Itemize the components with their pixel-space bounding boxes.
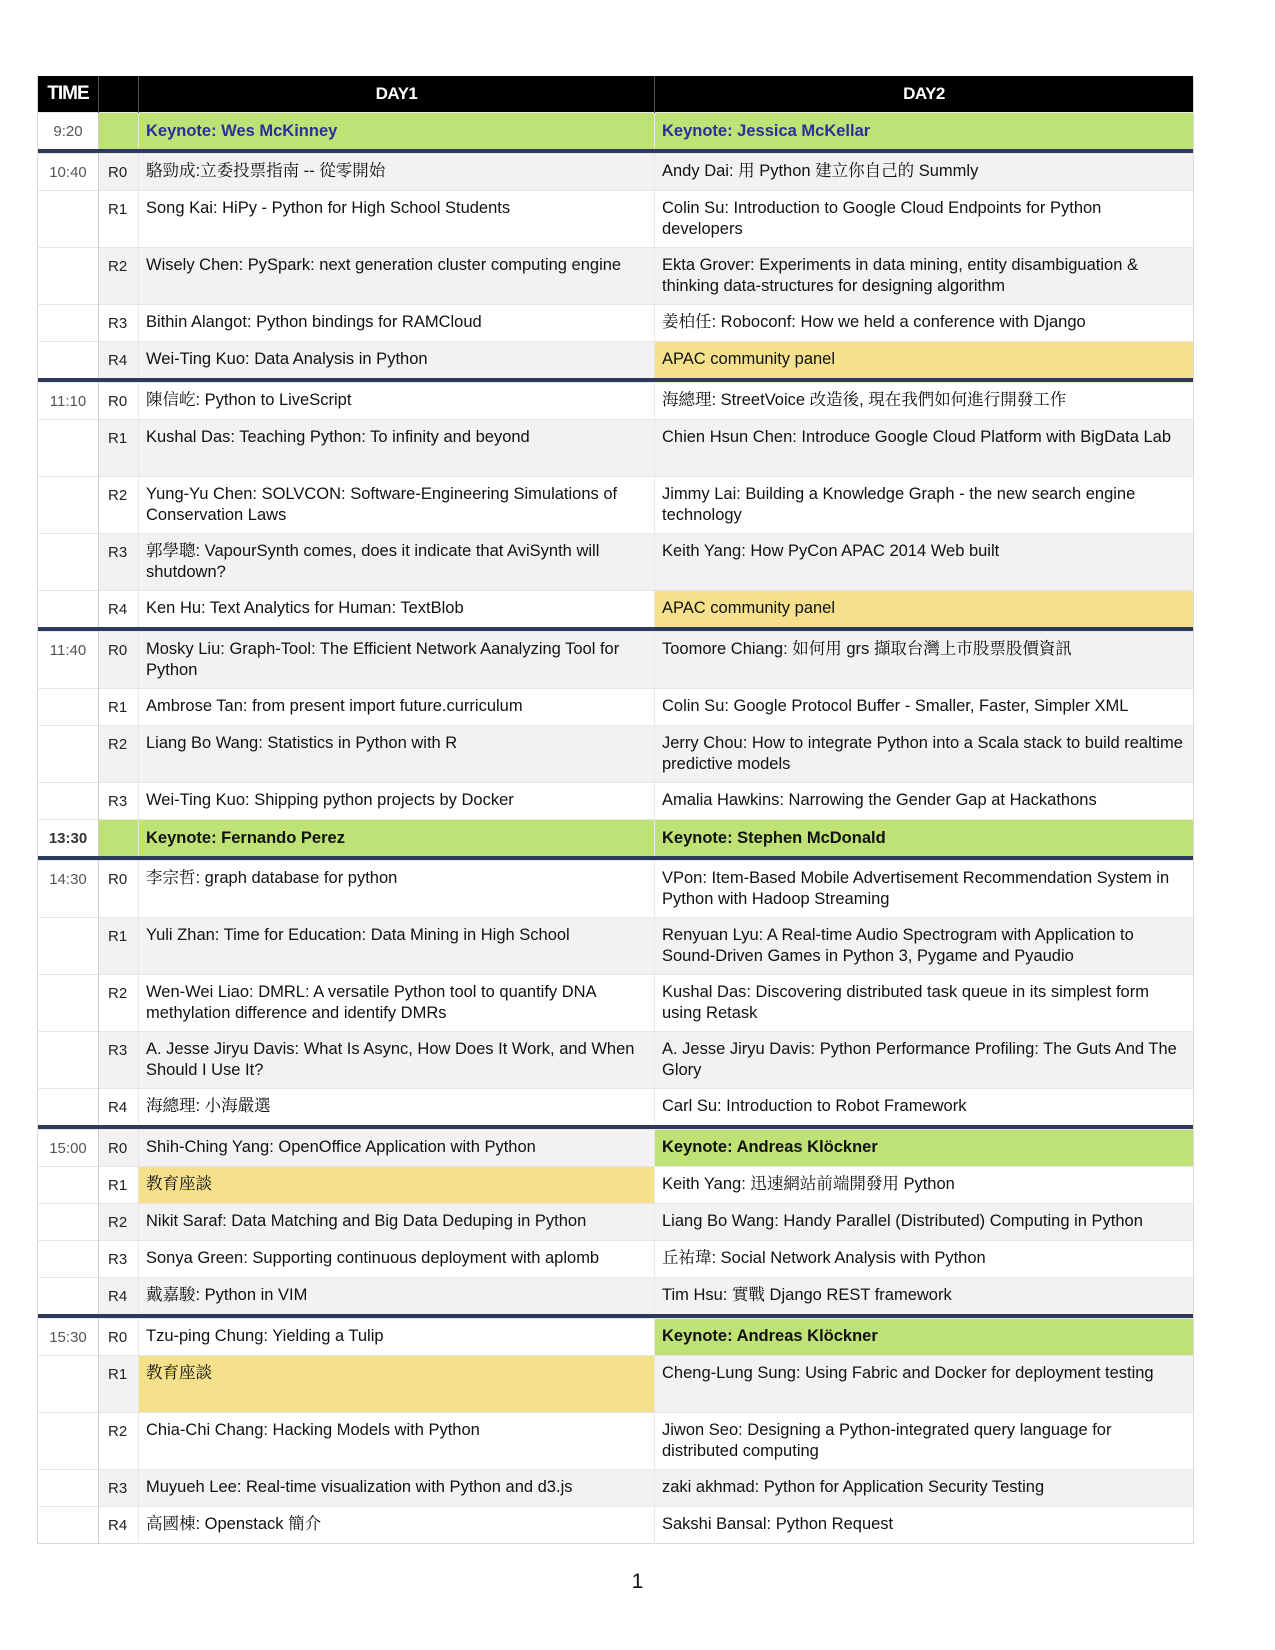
- session-day1: 郭學聰: VapourSynth comes, does it indicate that AviSynth will shutdown?: [139, 534, 655, 591]
- room-cell: R2: [99, 1413, 139, 1470]
- session-row: [38, 305, 1194, 342]
- session-day2: Tim Hsu: 實戰 Django REST framework: [655, 1278, 1194, 1315]
- session-day1: Bithin Alangot: Python bindings for RAMCloud: [139, 305, 655, 342]
- time-cell: [38, 248, 99, 305]
- session-day1: 戴嘉駿: Python in VIM: [139, 1278, 655, 1315]
- session-day2: Amalia Hawkins: Narrowing the Gender Gap at Hackathons: [655, 783, 1194, 820]
- session-day2: Colin Su: Google Protocol Buffer - Smaller, Faster, Simpler XML: [655, 689, 1194, 726]
- room-cell: R0: [99, 632, 139, 689]
- keynote-day2: Keynote: Andreas Klöckner: [655, 1130, 1194, 1167]
- session-day1: Tzu-ping Chung: Yielding a Tulip: [139, 1319, 655, 1356]
- session-day1: 李宗哲: graph database for python: [139, 861, 655, 918]
- room-cell: R2: [99, 1204, 139, 1241]
- time-cell: [38, 1507, 99, 1544]
- room-cell: R3: [99, 1032, 139, 1089]
- session-day2: Chien Hsun Chen: Introduce Google Cloud Platform with BigData Lab: [655, 420, 1194, 477]
- session-row: [38, 1319, 1194, 1356]
- keynote-day2: Keynote: Jessica McKellar: [655, 113, 1194, 150]
- session-day1: Mosky Liu: Graph-Tool: The Efficient Network Aanalyzing Tool for Python: [139, 632, 655, 689]
- room-cell: R0: [99, 861, 139, 918]
- session-row: [38, 632, 1194, 689]
- session-day2: Keith Yang: 迅速網站前端開發用 Python: [655, 1167, 1194, 1204]
- keynote-day1: Keynote: Wes McKinney: [139, 113, 655, 150]
- session-row: [38, 1167, 1194, 1204]
- session-row: [38, 248, 1194, 305]
- session-day2: Jimmy Lai: Building a Knowledge Graph - the new search engine technology: [655, 477, 1194, 534]
- room-cell: R0: [99, 154, 139, 191]
- session-day2: Cheng-Lung Sung: Using Fabric and Docker for deployment testing: [655, 1356, 1194, 1413]
- session-day2: Colin Su: Introduction to Google Cloud Endpoints for Python developers: [655, 191, 1194, 248]
- room-cell: R4: [99, 1278, 139, 1315]
- session-row: [38, 975, 1194, 1032]
- session-row: [38, 1470, 1194, 1507]
- session-day1: Wen-Wei Liao: DMRL: A versatile Python tool to quantify DNA methylation difference and identify DMRs: [139, 975, 655, 1032]
- session-day1: Sonya Green: Supporting continuous deployment with aplomb: [139, 1241, 655, 1278]
- session-day1: Chia-Chi Chang: Hacking Models with Python: [139, 1413, 655, 1470]
- session-day2: 丘祐瑋: Social Network Analysis with Python: [655, 1241, 1194, 1278]
- session-row: [38, 1204, 1194, 1241]
- session-row: [38, 420, 1194, 477]
- session-day1: A. Jesse Jiryu Davis: What Is Async, How Does It Work, and When Should I Use It?: [139, 1032, 655, 1089]
- time-cell: [38, 918, 99, 975]
- session-day1: Yuli Zhan: Time for Education: Data Mining in High School: [139, 918, 655, 975]
- session-day1: 高國棟: Openstack 簡介: [139, 1507, 655, 1544]
- session-day2: Jerry Chou: How to integrate Python into a Scala stack to build realtime predictive models: [655, 726, 1194, 783]
- session-day1: Kushal Das: Teaching Python: To infinity and beyond: [139, 420, 655, 477]
- session-day2: 姜柏任: Roboconf: How we held a conference with Django: [655, 305, 1194, 342]
- room-cell: R4: [99, 342, 139, 379]
- session-row: [38, 191, 1194, 248]
- session-day2: Sakshi Bansal: Python Request: [655, 1507, 1194, 1544]
- header-time: TIME: [38, 76, 99, 113]
- session-day1: Ken Hu: Text Analytics for Human: TextBlob: [139, 591, 655, 628]
- session-row: [38, 689, 1194, 726]
- session-day2: zaki akhmad: Python for Application Security Testing: [655, 1470, 1194, 1507]
- room-cell: R3: [99, 783, 139, 820]
- room-cell: R2: [99, 477, 139, 534]
- session-day1: 陳信屹: Python to LiveScript: [139, 383, 655, 420]
- keynote-row: [38, 113, 1194, 150]
- room-cell: R2: [99, 726, 139, 783]
- session-day1: 駱勁成:立委投票指南 -- 從零開始: [139, 154, 655, 191]
- room-cell: R0: [99, 383, 139, 420]
- session-day1: 海總理: 小海嚴選: [139, 1089, 655, 1126]
- session-day1: Muyueh Lee: Real-time visualization with Python and d3.js: [139, 1470, 655, 1507]
- session-row: [38, 1241, 1194, 1278]
- keynote-day1: Keynote: Fernando Perez: [139, 820, 655, 857]
- session-row: [38, 918, 1194, 975]
- room-cell: R4: [99, 591, 139, 628]
- session-row: [38, 383, 1194, 420]
- time-cell: [38, 1241, 99, 1278]
- room-cell: R4: [99, 1089, 139, 1126]
- time-cell: [38, 305, 99, 342]
- time-cell: [38, 689, 99, 726]
- room-cell: R1: [99, 689, 139, 726]
- session-row: [38, 591, 1194, 628]
- panel-day2: APAC community panel: [655, 342, 1194, 379]
- session-day1: Wei-Ting Kuo: Data Analysis in Python: [139, 342, 655, 379]
- session-row: [38, 783, 1194, 820]
- schedule-table: [37, 76, 1194, 1544]
- session-day2: Jiwon Seo: Designing a Python-integrated query language for distributed computing: [655, 1413, 1194, 1470]
- session-row: [38, 534, 1194, 591]
- time-cell: [38, 191, 99, 248]
- room-cell: R3: [99, 1241, 139, 1278]
- time-cell: [38, 1032, 99, 1089]
- session-day1: Wei-Ting Kuo: Shipping python projects by Docker: [139, 783, 655, 820]
- session-row: [38, 1032, 1194, 1089]
- time-cell: 11:10: [38, 383, 99, 420]
- session-day2: VPon: Item-Based Mobile Advertisement Recommendation System in Python with Hadoop Streaming: [655, 861, 1194, 918]
- time-cell: [38, 591, 99, 628]
- room-cell: R2: [99, 248, 139, 305]
- time-cell: [38, 1167, 99, 1204]
- session-row: [38, 1356, 1194, 1413]
- room-cell: [99, 113, 139, 150]
- session-day2: Toomore Chiang: 如何用 grs 擷取台灣上市股票股價資訊: [655, 632, 1194, 689]
- time-cell: 14:30: [38, 861, 99, 918]
- room-cell: R1: [99, 420, 139, 477]
- room-cell: R3: [99, 534, 139, 591]
- session-row: [38, 726, 1194, 783]
- time-cell: [38, 477, 99, 534]
- keynote-row: [38, 820, 1194, 857]
- session-day2: Andy Dai: 用 Python 建立你自己的 Summly: [655, 154, 1194, 191]
- page-number: 1: [631, 1570, 644, 1593]
- session-day1: Liang Bo Wang: Statistics in Python with R: [139, 726, 655, 783]
- session-day1: Shih-Ching Yang: OpenOffice Application with Python: [139, 1130, 655, 1167]
- time-cell: [38, 1204, 99, 1241]
- session-day1: Wisely Chen: PySpark: next generation cluster computing engine: [139, 248, 655, 305]
- time-cell: [38, 342, 99, 379]
- room-cell: R4: [99, 1507, 139, 1544]
- session-day2: Kushal Das: Discovering distributed task queue in its simplest form using Retask: [655, 975, 1194, 1032]
- time-cell: [38, 1356, 99, 1413]
- room-cell: R2: [99, 975, 139, 1032]
- panel-day2: APAC community panel: [655, 591, 1194, 628]
- session-day1: Song Kai: HiPy - Python for High School Students: [139, 191, 655, 248]
- room-cell: R0: [99, 1319, 139, 1356]
- time-cell: [38, 1278, 99, 1315]
- room-cell: R1: [99, 1356, 139, 1413]
- session-row: [38, 477, 1194, 534]
- room-cell: R3: [99, 1470, 139, 1507]
- time-cell: [38, 783, 99, 820]
- keynote-day2: Keynote: Stephen McDonald: [655, 820, 1194, 857]
- session-row: [38, 1413, 1194, 1470]
- room-cell: [99, 820, 139, 857]
- session-row: [38, 154, 1194, 191]
- header-row: [38, 76, 1194, 113]
- session-day2: 海總理: StreetVoice 改造後, 現在我們如何進行開發工作: [655, 383, 1194, 420]
- room-cell: R1: [99, 1167, 139, 1204]
- session-row: [38, 861, 1194, 918]
- time-cell: 13:30: [38, 820, 99, 857]
- session-row: [38, 342, 1194, 379]
- panel-day1: 教育座談: [139, 1167, 655, 1204]
- session-row: [38, 1507, 1194, 1544]
- header-room: [99, 76, 139, 113]
- time-cell: [38, 726, 99, 783]
- room-cell: R1: [99, 191, 139, 248]
- session-row: [38, 1089, 1194, 1126]
- session-day2: Liang Bo Wang: Handy Parallel (Distributed) Computing in Python: [655, 1204, 1194, 1241]
- time-cell: [38, 1089, 99, 1126]
- session-day1: Yung-Yu Chen: SOLVCON: Software-Engineering Simulations of Conservation Laws: [139, 477, 655, 534]
- session-day1: Ambrose Tan: from present import future.curriculum: [139, 689, 655, 726]
- session-row: [38, 1278, 1194, 1315]
- time-cell: [38, 534, 99, 591]
- time-cell: 15:00: [38, 1130, 99, 1167]
- time-cell: [38, 420, 99, 477]
- session-day2: Keith Yang: How PyCon APAC 2014 Web built: [655, 534, 1194, 591]
- room-cell: R1: [99, 918, 139, 975]
- session-day2: Carl Su: Introduction to Robot Framework: [655, 1089, 1194, 1126]
- panel-day1: 教育座談: [139, 1356, 655, 1413]
- session-day1: Nikit Saraf: Data Matching and Big Data Deduping in Python: [139, 1204, 655, 1241]
- time-cell: 9:20: [38, 113, 99, 150]
- keynote-day2: Keynote: Andreas Klöckner: [655, 1319, 1194, 1356]
- time-cell: [38, 1413, 99, 1470]
- session-day2: Renyuan Lyu: A Real-time Audio Spectrogram with Application to Sound-Driven Games in Python 3, Pygame and Pyaudio: [655, 918, 1194, 975]
- time-cell: 11:40: [38, 632, 99, 689]
- room-cell: R0: [99, 1130, 139, 1167]
- room-cell: R3: [99, 305, 139, 342]
- time-cell: 15:30: [38, 1319, 99, 1356]
- session-row: [38, 1130, 1194, 1167]
- session-day2: A. Jesse Jiryu Davis: Python Performance Profiling: The Guts And The Glory: [655, 1032, 1194, 1089]
- time-cell: [38, 1470, 99, 1507]
- session-day2: Ekta Grover: Experiments in data mining, entity disambiguation & thinking data-structures for designing algorithm: [655, 248, 1194, 305]
- header-day2: DAY2: [655, 76, 1194, 113]
- time-cell: [38, 975, 99, 1032]
- header-day1: DAY1: [139, 76, 655, 113]
- time-cell: 10:40: [38, 154, 99, 191]
